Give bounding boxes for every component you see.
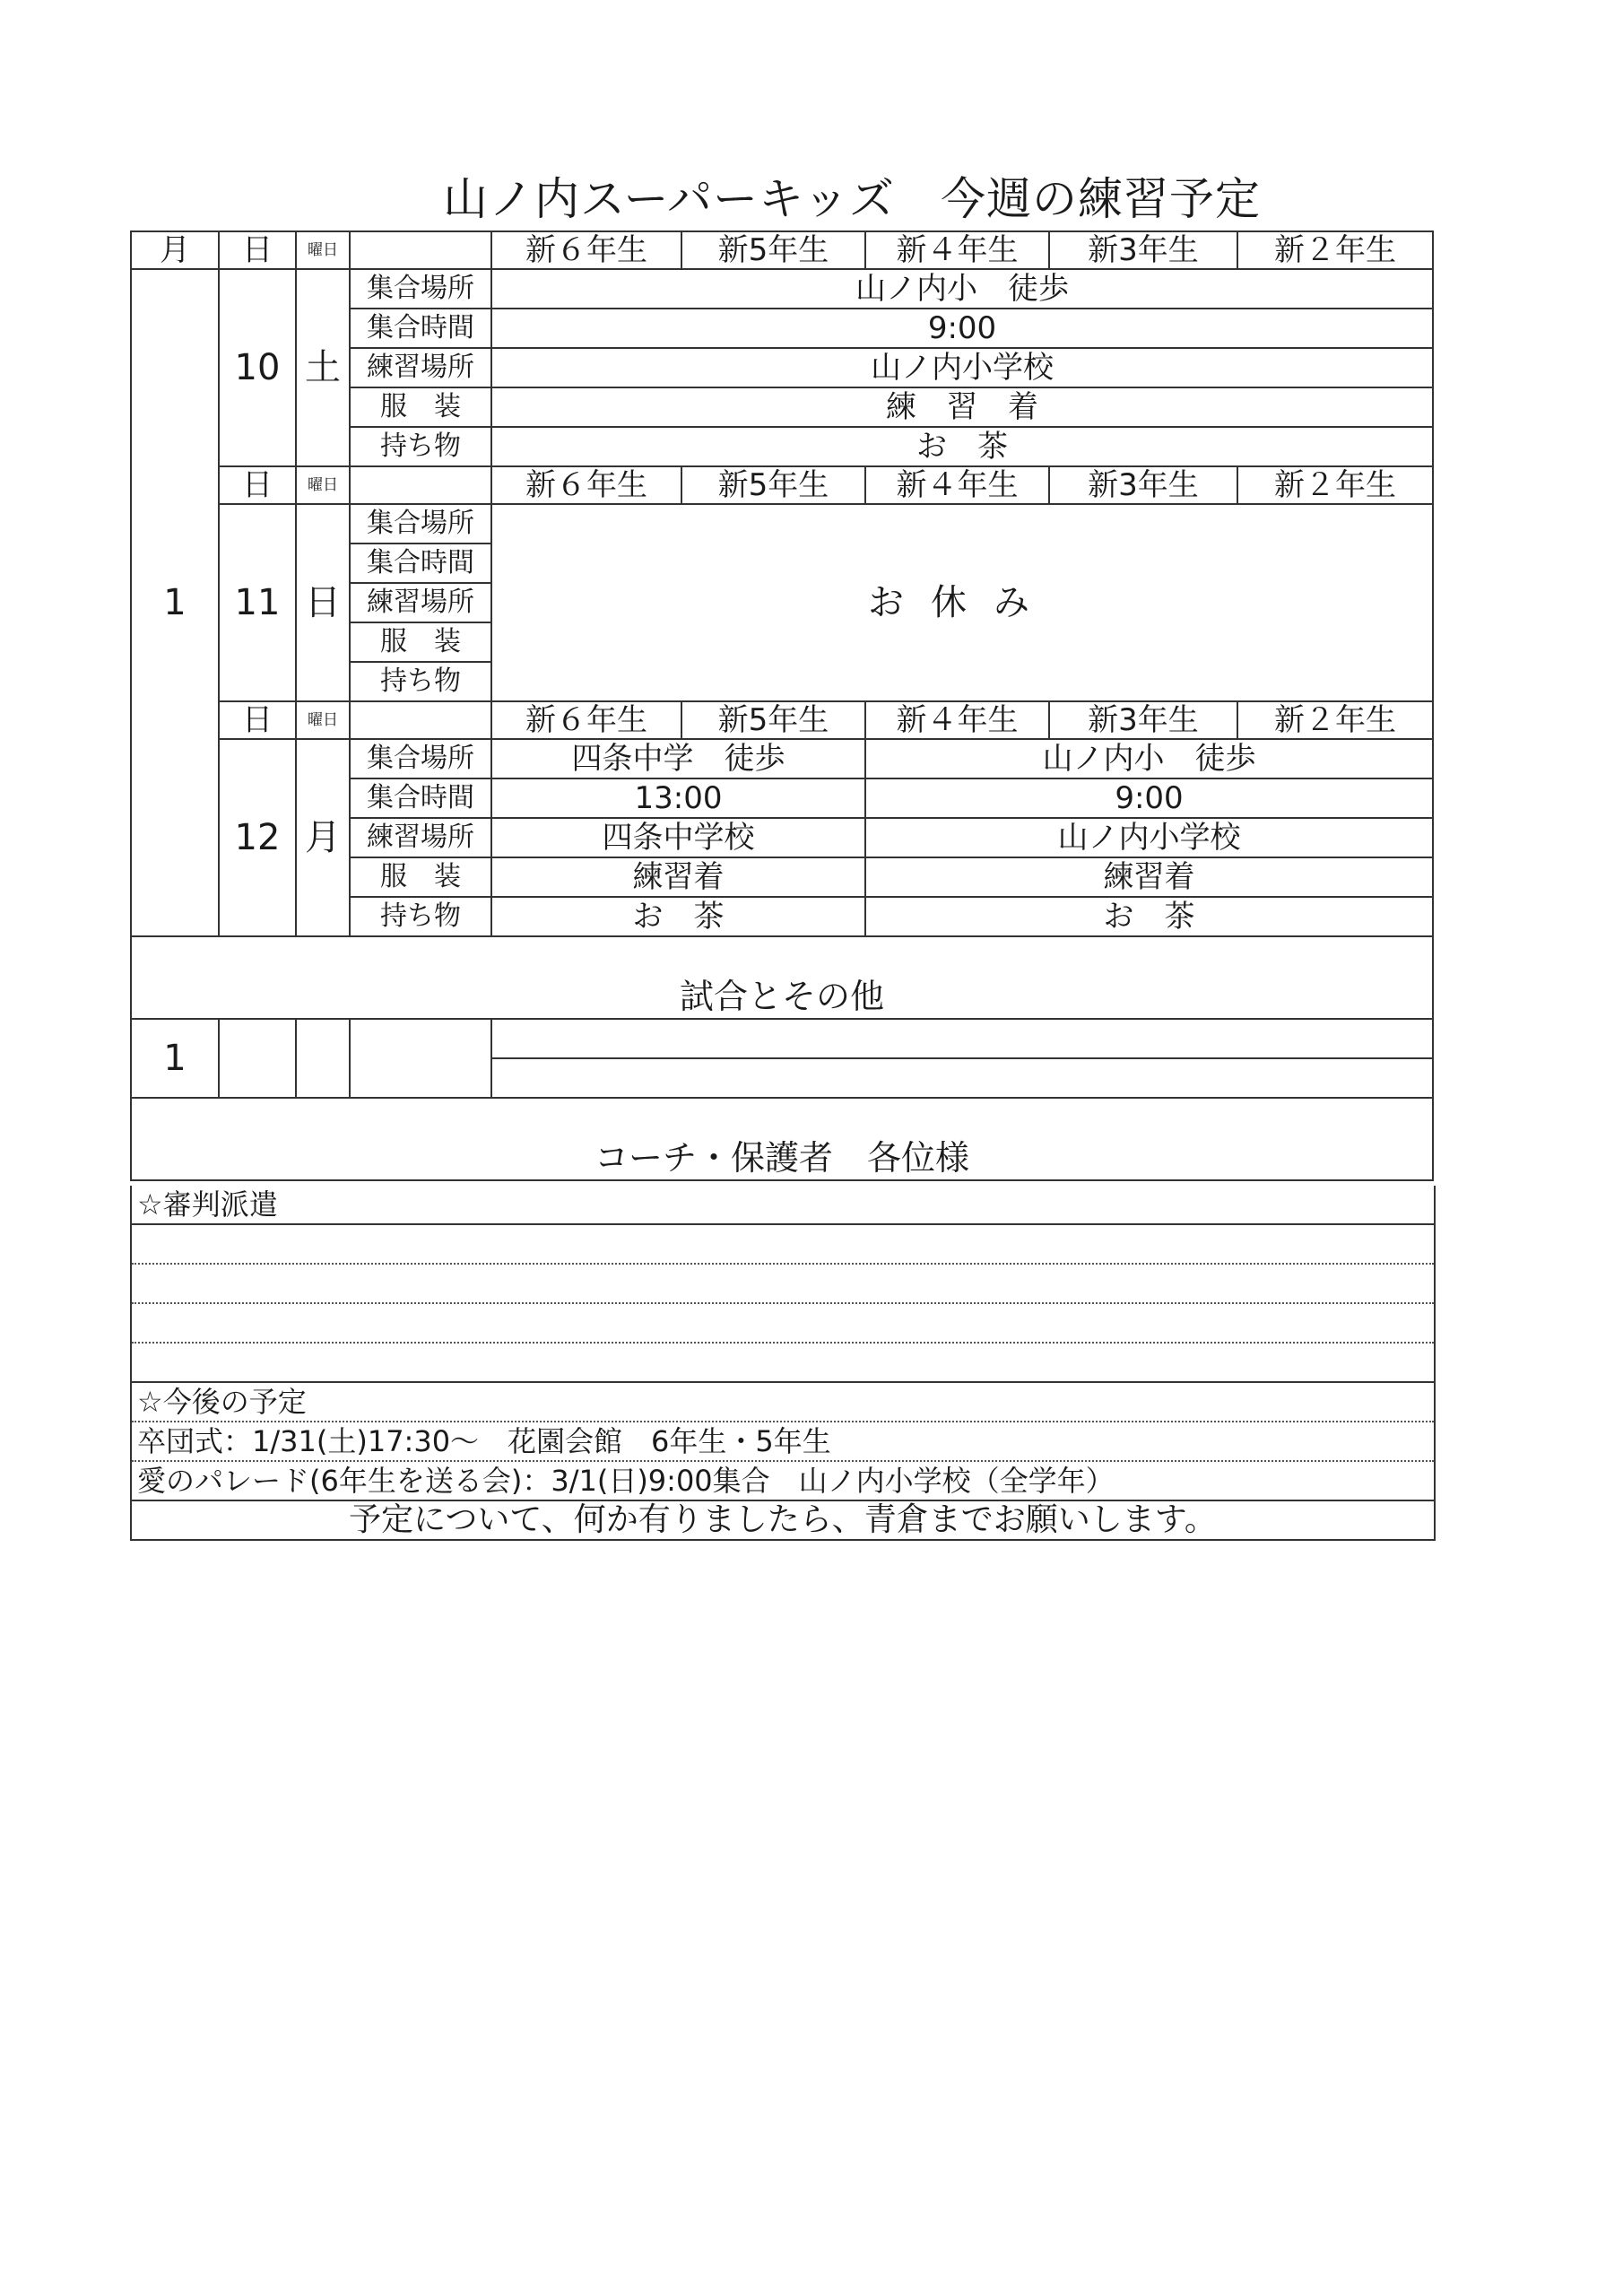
schedule-cell: 山ノ内小 徒歩	[865, 739, 1433, 778]
item-label: 持ち物	[350, 897, 491, 936]
future-item: 卒団式：1/31(土)17:30～ 花園会館 6年生・5年生	[132, 1422, 1434, 1462]
schedule-table	[130, 230, 1434, 1181]
referee-label: ☆審判派遣	[132, 1186, 1434, 1225]
coaches-heading: コーチ・保護者 各位様	[131, 1098, 1433, 1180]
page-title: 山ノ内スーパーキッズ 今週の練習予定	[443, 173, 1261, 225]
schedule-cell: 9:00	[865, 778, 1433, 818]
schedule-cell: 山ノ内小学校	[491, 348, 1433, 387]
match-item	[350, 1019, 491, 1098]
schedule-cell: 山ノ内小 徒歩	[491, 269, 1433, 309]
weekday-header: 曜日	[296, 231, 350, 269]
subheader-row	[131, 701, 1433, 739]
grade-header: 新６年生	[491, 231, 681, 269]
schedule-cell: 練習着	[865, 857, 1433, 897]
grade-header: 新２年生	[1237, 466, 1433, 504]
month-header: 月	[131, 231, 219, 269]
weekday-header: 曜日	[296, 701, 350, 739]
grade-header: 新5年生	[681, 231, 865, 269]
matches-heading: 試合とその他	[131, 936, 1433, 1019]
day-header: 日	[219, 466, 296, 504]
schedule-cell: お 茶	[865, 897, 1433, 936]
item-label: 集合場所	[350, 269, 491, 309]
item-label: 集合場所	[350, 504, 491, 544]
weekday-header: 曜日	[296, 466, 350, 504]
item-label: 持ち物	[350, 662, 491, 701]
day-value: 12	[219, 739, 296, 936]
weekday-value: 日	[296, 504, 350, 701]
item-label: 集合場所	[350, 739, 491, 778]
schedule-cell: 山ノ内小学校	[865, 818, 1433, 857]
blank-line	[132, 1344, 1434, 1383]
grade-header: 新3年生	[1049, 466, 1237, 504]
notes-section	[130, 1186, 1436, 1541]
day-header: 日	[219, 701, 296, 739]
schedule-cell: 練 習 着	[491, 387, 1433, 427]
item-header-empty	[350, 701, 491, 739]
schedule-cell: 9:00	[491, 309, 1433, 348]
item-header-empty	[350, 231, 491, 269]
day12-row	[131, 739, 1433, 778]
future-label: ☆今後の予定	[132, 1383, 1434, 1422]
item-label: 服 装	[350, 387, 491, 427]
match-detail	[491, 1019, 1433, 1098]
day10-row	[131, 269, 1433, 309]
item-label: 集合時間	[350, 544, 491, 583]
blank-line	[132, 1304, 1434, 1344]
grade-header: 新3年生	[1049, 701, 1237, 739]
item-label: 服 装	[350, 857, 491, 897]
item-label: 練習場所	[350, 818, 491, 857]
grade-header: 新5年生	[681, 701, 865, 739]
day-value: 10	[219, 269, 296, 466]
match-day	[219, 1019, 296, 1098]
grade-header: 新４年生	[865, 231, 1049, 269]
grade-header: 新3年生	[1049, 231, 1237, 269]
schedule-cell: 13:00	[491, 778, 865, 818]
grade-header: 新４年生	[865, 466, 1049, 504]
grade-header: 新４年生	[865, 701, 1049, 739]
item-label: 練習場所	[350, 348, 491, 387]
item-label: 集合時間	[350, 309, 491, 348]
grade-header: 新６年生	[491, 466, 681, 504]
grade-header: 新２年生	[1237, 701, 1433, 739]
weekday-value: 月	[296, 739, 350, 936]
weekday-value: 土	[296, 269, 350, 466]
match-weekday	[296, 1019, 350, 1098]
schedule-cell: 四条中学校	[491, 818, 865, 857]
schedule-cell: 練習着	[491, 857, 865, 897]
grade-header: 新２年生	[1237, 231, 1433, 269]
blank-line	[132, 1265, 1434, 1304]
rest-cell: お休み	[491, 504, 1433, 701]
day11-row	[131, 504, 1433, 544]
day-value: 11	[219, 504, 296, 701]
grade-header: 新６年生	[491, 701, 681, 739]
match-month: 1	[131, 1019, 219, 1098]
item-header-empty	[350, 466, 491, 504]
item-label: 服 装	[350, 622, 491, 662]
schedule-cell: 四条中学 徒歩	[491, 739, 865, 778]
item-label: 持ち物	[350, 427, 491, 466]
grade-header: 新5年生	[681, 466, 865, 504]
schedule-cell: お 茶	[491, 897, 865, 936]
footer-note: 予定について、何か有りましたら、青倉までお願いします。	[132, 1501, 1434, 1541]
subheader-row	[131, 466, 1433, 504]
future-item: 愛のパレード(6年生を送る会)：3/1(日)9:00集合 山ノ内小学校（全学年）	[132, 1462, 1434, 1501]
item-label: 練習場所	[350, 583, 491, 622]
month-value: 1	[131, 269, 219, 936]
day-header: 日	[219, 231, 296, 269]
header-row	[131, 231, 1433, 269]
schedule-cell: お 茶	[491, 427, 1433, 466]
blank-line	[132, 1225, 1434, 1265]
item-label: 集合時間	[350, 778, 491, 818]
